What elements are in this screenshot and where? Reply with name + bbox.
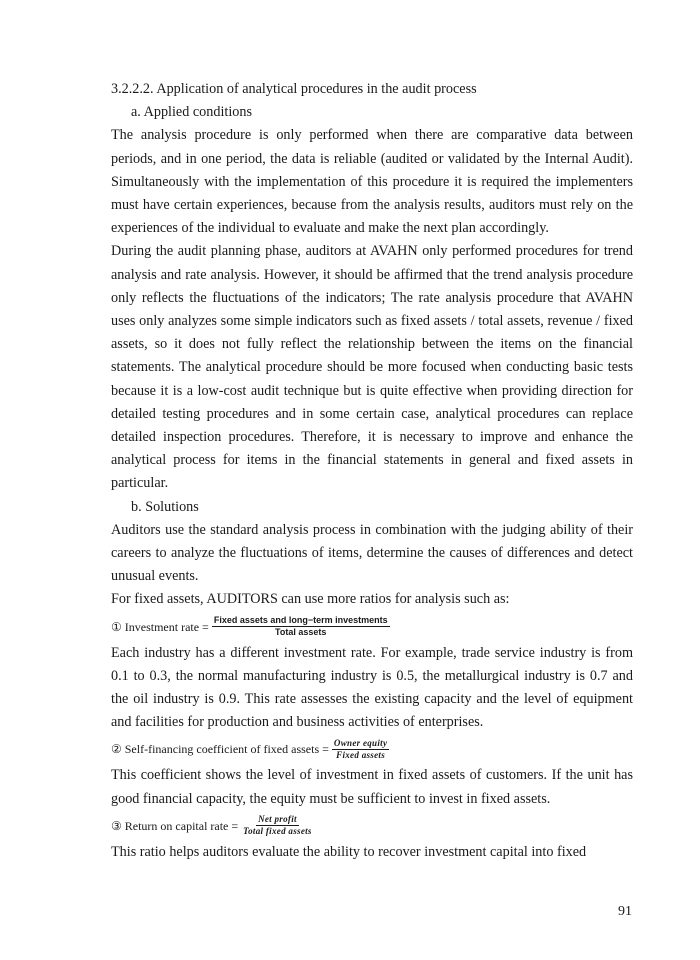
formula-label: ③ Return on capital rate =	[111, 818, 239, 833]
formula-label: ① Investment rate =	[111, 619, 209, 634]
fraction	[241, 814, 314, 837]
fraction	[332, 738, 389, 761]
subheading-solutions: b. Solutions	[131, 498, 199, 515]
paragraph-coefficient: This coefficient shows the level of investment in fixed assets of customers. If the unit has good financial capacity, the equity must be sufficient to invest in fixed assets.	[111, 767, 633, 807]
fraction-numerator: Net profit	[258, 814, 297, 825]
paragraph-standard-analysis: Auditors use the standard analysis process in combination with the judging ability of their careers to analyze the fluctuations of items, determine the causes of differences and detect unusual events.	[111, 521, 633, 585]
page-body	[111, 78, 633, 864]
page-number: 91	[618, 904, 632, 919]
paragraph-analysis-conditions: The analysis procedure is only performed when there are comparative data between periods, and in one period, the data is reliable (audited or validated by the Internal Audit). Simultaneously with the implementation of this procedure it is required the implementers must have certain experiences, because from the analysis results, auditors must rely on the experiences of the individual to evaluate and make the next plan accordingly.	[111, 127, 633, 237]
paragraph-ratios-intro: For fixed assets, AUDITORS can use more ratios for analysis such as:	[111, 591, 510, 608]
formula-label: ② Self-financing coefficient of fixed assets =	[111, 742, 329, 757]
fraction	[212, 615, 390, 638]
paragraph-industry-rates: Each industry has a different investment rate. For example, trade service industry is from 0.1 to 0.3, the normal manufacturing industry is 0.5, the metallurgical industry is 0.7 and the oil industry is 0.9. This rate assesses the existing capacity and the level of equipment and facilities for production and business activities of enterprises.	[111, 644, 633, 731]
subheading-applied-conditions: a. Applied conditions	[131, 104, 252, 121]
fraction-denominator: Total fixed assets	[243, 826, 312, 837]
fraction-denominator: Fixed assets	[336, 749, 386, 760]
formula-return-on-capital	[111, 811, 633, 841]
section-heading: 3.2.2.2. Application of analytical procedures in the audit process	[111, 81, 477, 97]
fraction-numerator: Owner equity	[333, 737, 388, 748]
paragraph-ratio-recover: This ratio helps auditors evaluate the ability to recover investment capital into fixed	[111, 843, 587, 860]
paragraph-audit-planning: During the audit planning phase, auditors at AVAHN only performed procedures for trend analysis and rate analysis. However, it should be affirmed that the trend analysis procedure only reflects the fluctuations of the indicators; The rate analysis procedure that AVAHN uses only analyzes some simple indicators such as fixed assets / total assets, revenue / fixed assets, so it does not fully reflect the relationship between the items on the financial statements. The analytical procedure should be more focused when conducting basic tests because it is a low-cost audit technique but is quite effective when providing direction for detailed testing procedures and in some certain case, analytical procedures can replace detailed inspection procedures. Therefore, it is necessary to improve and enhance the analytical process for items in the financial statements in general and fixed assets in particular.	[111, 243, 633, 492]
formula-investment-rate	[111, 612, 633, 642]
fraction-denominator: Total assets	[275, 627, 327, 638]
fraction-numerator: Fixed assets and long−term investments	[213, 615, 388, 626]
formula-self-financing	[111, 734, 633, 764]
